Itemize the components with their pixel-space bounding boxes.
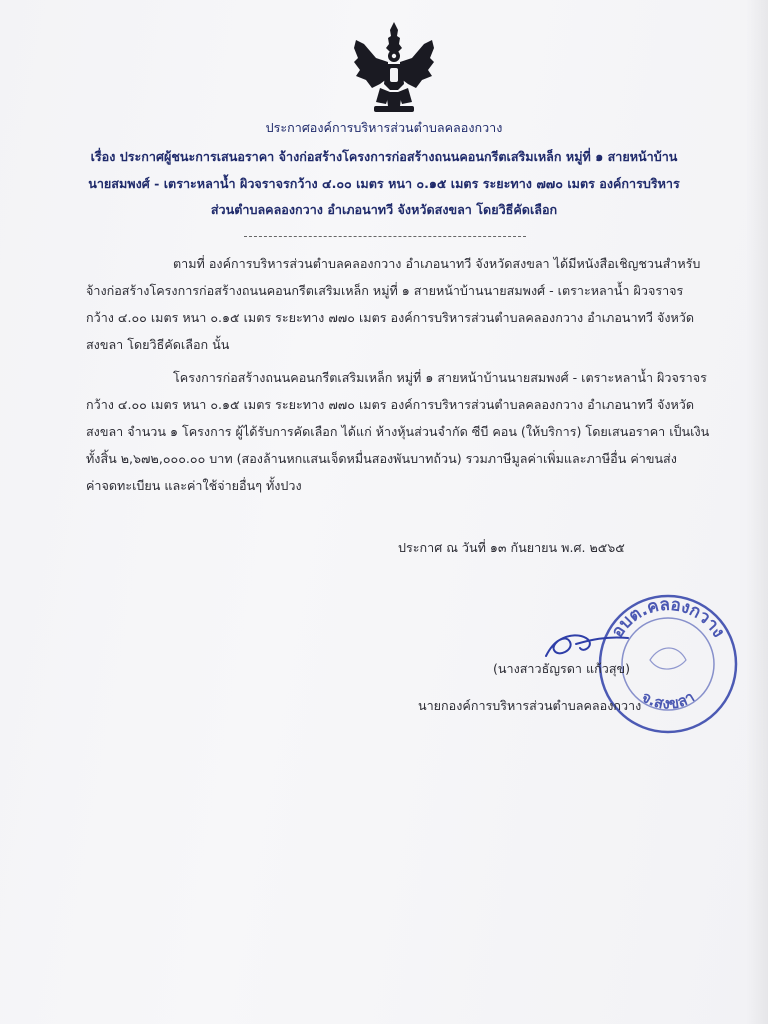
paragraph2-line-5: ค่าจดทะเบียน และค่าใช้จ่ายอื่นๆ ทั้งปวง [86, 478, 302, 493]
header-divider [244, 236, 526, 237]
svg-text:จ.สงขลา: จ.สงขลา [638, 687, 698, 713]
paragraph1-line-2: จ้างก่อสร้างโครงการก่อสร้างถนนคอนกรีตเสริมเหล็ก หมู่ที่ ๑ สายหน้าบ้านนายสมพงศ์ - เตราะหลาน้ำ ผิวจราจร [86, 283, 684, 298]
garuda-emblem-icon [346, 18, 442, 118]
paragraph1-line-3: กว้าง ๔.๐๐ เมตร หนา ๐.๑๕ เมตร ระยะทาง ๗๗๐ เมตร องค์การบริหารส่วนตำบลคลองกวาง อำเภอนาทวี จังหวัด [86, 310, 695, 325]
signer-title: นายกองค์การบริหารส่วนตำบลคลองกวาง [418, 698, 642, 713]
svg-text:อบต.คลองกวาง: อบต.คลองกวาง [607, 594, 729, 642]
subject-line-3: ส่วนตำบลคลองกวาง อำเภอนาทวี จังหวัดสงขลา โดยวิธีคัดเลือก [210, 202, 558, 217]
paragraph1-line-4: สงขลา โดยวิธีคัดเลือก นั้น [86, 337, 230, 352]
paragraph1-line-1: ตามที่ องค์การบริหารส่วนตำบลคลองกวาง อำเภอนาทวี จังหวัดสงขลา ได้มีหนังสือเชิญชวนสำหรับ [173, 256, 701, 271]
subject-line-1: เรื่อง ประกาศผู้ชนะการเสนอราคา จ้างก่อสร้างโครงการก่อสร้างถนนคอนกรีตเสริมเหล็ก หมู่ที่ ๑ สายหน้าบ้าน [90, 149, 678, 164]
paragraph2-line-1: โครงการก่อสร้างถนนคอนกรีตเสริมเหล็ก หมู่ที่ ๑ สายหน้าบ้านนายสมพงศ์ - เตราะหลาน้ำ ผิวจราจร [173, 370, 707, 385]
signer-name: (นางสาวธัญรดา แก้วสุข) [493, 661, 631, 676]
subject-line-2: นายสมพงศ์ - เตราะหลาน้ำ ผิวจราจรกว้าง ๔.๐๐ เมตร หนา ๐.๑๕ เมตร ระยะทาง ๗๗๐ เมตร องค์การบริหาร [88, 176, 680, 191]
paragraph2-line-4: ทั้งสิ้น ๒,๖๗๒,๐๐๐.๐๐ บาท (สองล้านหกแสนเจ็ดหมื่นสองพันบาทถ้วน) รวมภาษีมูลค่าเพิ่มและภาษีอื่น ค่าขนส่ง [86, 451, 677, 466]
org-heading: ประกาศองค์การบริหารส่วนตำบลคลองกวาง [265, 120, 503, 135]
announcement-date: ประกาศ ณ วันที่ ๑๓ กันยายน พ.ศ. ๒๕๖๕ [398, 540, 625, 555]
paragraph2-line-2: กว้าง ๔.๐๐ เมตร หนา ๐.๑๕ เมตร ระยะทาง ๗๗๐ เมตร องค์การบริหารส่วนตำบลคลองกวาง อำเภอนาทวี จังหวัด [86, 397, 695, 412]
paragraph2-line-3: สงขลา จำนวน ๑ โครงการ ผู้ได้รับการคัดเลือก ได้แก่ ห้างหุ้นส่วนจำกัด ซีบี คอน (ให้บริการ) โดยเสนอราคา เป็นเงิน [86, 424, 710, 439]
